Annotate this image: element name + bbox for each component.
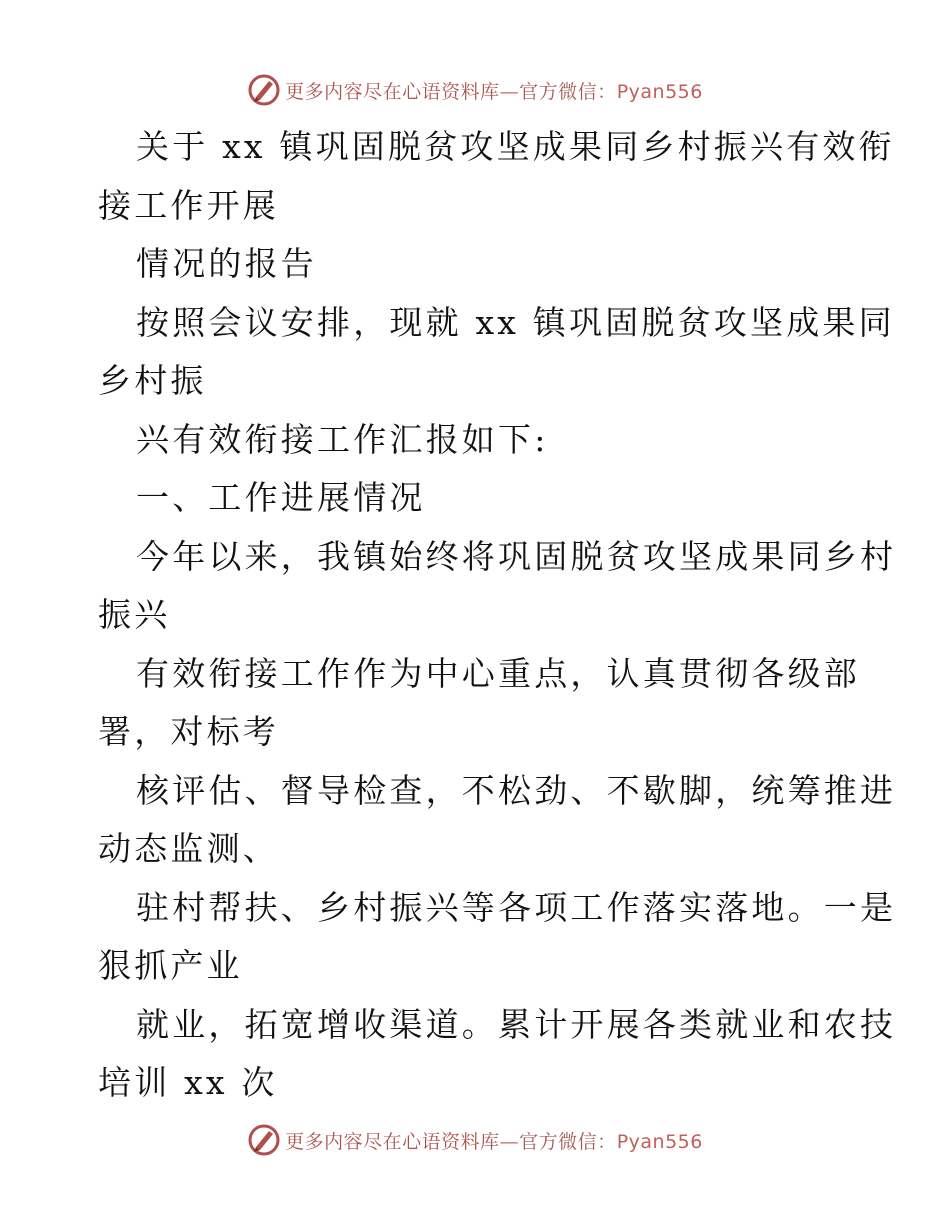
text-line: 情况的报告: [136, 244, 317, 283]
text-line: 按照会议安排，现就 xx 镇巩固脱贫攻坚成果同: [136, 302, 895, 342]
text-line: 关于 xx 镇巩固脱贫攻坚成果同乡村振兴有效衔: [136, 127, 895, 166]
banner-separator: —: [499, 1130, 520, 1153]
text-line: 核评估、督导检查，不松劲、不歇脚，统筹推进: [136, 770, 897, 810]
section-heading: 一、工作进展情况: [136, 478, 426, 517]
text-line: 兴有效衔接工作汇报如下:: [136, 419, 549, 459]
logo-icon: [247, 73, 281, 107]
document-body: [98, 118, 897, 1113]
banner-wechat-label: 官方微信：: [519, 1130, 617, 1153]
text-line: 驻村帮扶、乡村振兴等各项工作落实落地。一是: [136, 887, 897, 927]
banner-account: Pyan556: [616, 1130, 703, 1153]
text-line: 培训 xx 次: [98, 1063, 278, 1102]
banner-text: [285, 1127, 703, 1154]
text-line: 接工作开展: [98, 185, 279, 225]
text-line: 有效衔接工作作为中心重点，认真贯彻各级部: [136, 653, 860, 693]
text-line: 今年以来，我镇始终将巩固脱贫攻坚成果同乡村: [136, 536, 897, 576]
text-line: 振兴: [98, 595, 171, 634]
header-banner: [0, 70, 950, 110]
banner-slogan: 更多内容尽在心语资料库: [285, 1130, 500, 1153]
logo-icon: [247, 1123, 281, 1157]
banner-account: Pyan556: [616, 80, 703, 103]
banner-slogan: 更多内容尽在心语资料库: [285, 80, 500, 103]
banner-separator: —: [499, 80, 520, 103]
text-line: 就业，拓宽增收渠道。累计开展各类就业和农技: [136, 1004, 897, 1044]
text-line: 动态监测、: [98, 829, 279, 868]
text-line: 署，对标考: [98, 712, 279, 751]
banner-wechat-label: 官方微信：: [519, 80, 617, 103]
footer-banner: [0, 1120, 950, 1160]
banner-text: [285, 77, 703, 104]
text-line: 狠抓产业: [98, 946, 243, 985]
text-line: 乡村振: [98, 361, 207, 400]
